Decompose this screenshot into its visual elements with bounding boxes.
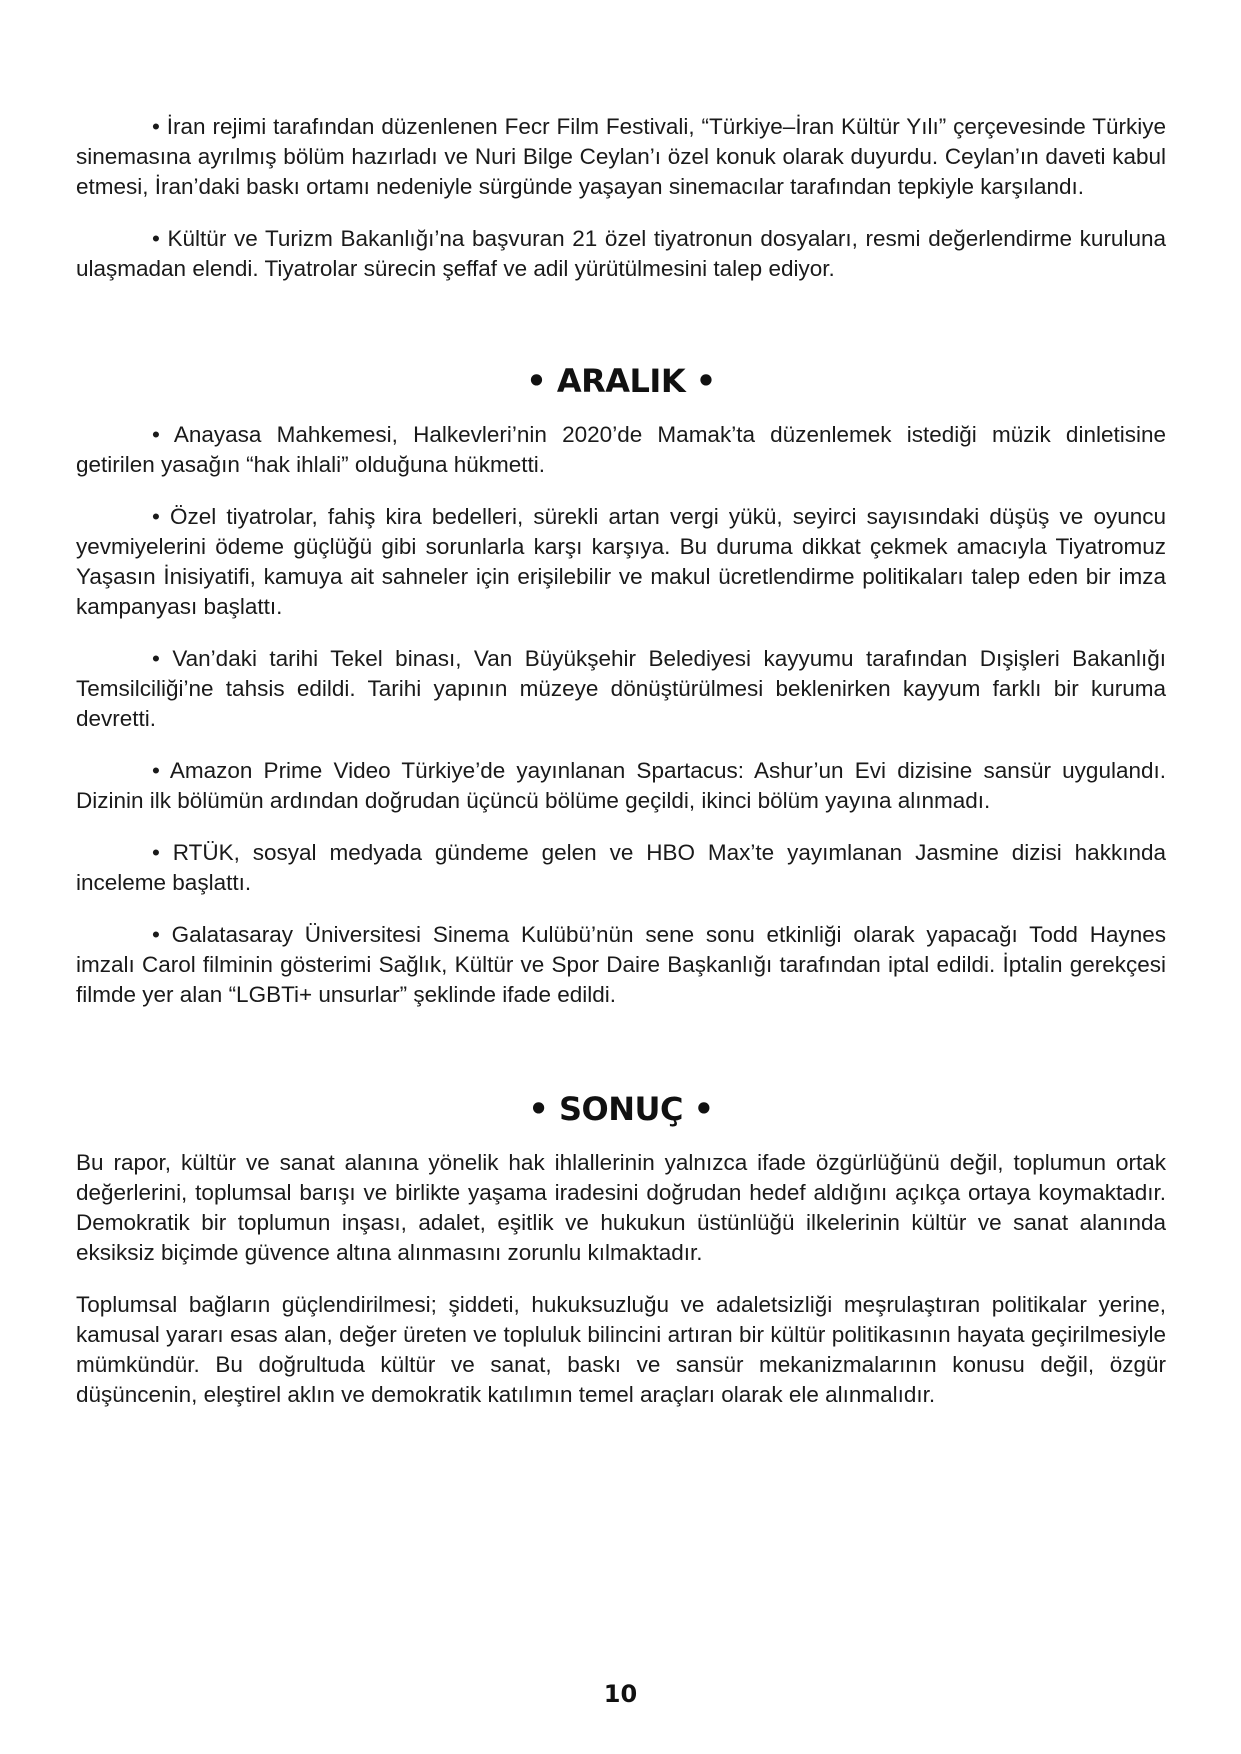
sonuc-paragraph-2: Toplumsal bağların güçlendirilmesi; şiddeti, hukuksuzluğu ve adaletsizliği meşrulaştıran politikalar yerine, kamusal yararı esas alan, değer üreten ve topluluk bilincini artıran bir kültür politikasının hayata geçirilmesiyle mümkündür. Bu doğrultuda kültür ve sanat, baskı ve sansür mekanizmalarının konusu değil, özgür düşüncenin, eleştirel aklın ve demokratik katılımın temel araçları olarak ele alınmalıdır.: [76, 1292, 1166, 1407]
aralik-paragraph-2: • Özel tiyatrolar, fahiş kira bedelleri, sürekli artan vergi yükü, seyirci sayısındaki düşüş ve oyuncu yevmiyelerini ödeme güçlüğü gibi sorunlarla karşı karşıya. Bu duruma dikkat çekmek amacıyla Tiyatromuz Yaşasın İnisiyatifi, kamuya ait sahneler için erişilebilir ve makul ücretlendirme politikaları talep eden bir imza kampanyası başlattı.: [76, 504, 1166, 619]
aralik-paragraph-6: • Galatasaray Üniversitesi Sinema Kulübü’nün sene sonu etkinliği olarak yapacağı Todd Haynes imzalı Carol filminin gösterimi Sağlık, Kültür ve Spor Daire Başkanlığı tarafından iptal edildi. İptalin gerekçesi filmde yer alan “LGBTi+ unsurlar” şeklinde ifade edildi.: [76, 922, 1166, 1007]
aralik-paragraph-5: • RTÜK, sosyal medyada gündeme gelen ve HBO Max’te yayımlanan Jasmine dizisi hakkında inceleme başlattı.: [76, 840, 1166, 895]
page-content: [76, 112, 1166, 1432]
sonuc-paragraph-1: Bu rapor, kültür ve sanat alanına yönelik hak ihlallerinin yalnızca ifade özgürlüğünü değil, toplumun ortak değerlerini, toplumsal barışı ve birlikte yaşama iradesini doğrudan hedef aldığını açıkça ortaya koymaktadır. Demokratik bir toplumun inşası, adalet, eşitlik ve hukukun üstünlüğü ilkelerinin kültür ve sanat alanında eksiksiz biçimde güvence altına alınmasını zorunlu kılmaktadır.: [76, 1150, 1166, 1265]
section-heading-aralik: • ARALIK •: [526, 362, 716, 400]
aralik-paragraph-1: • Anayasa Mahkemesi, Halkevleri’nin 2020’de Mamak’ta düzenlemek istediği müzik dinletisine getirilen yasağın “hak ihlali” olduğuna hükmetti.: [76, 422, 1166, 477]
intro-paragraph-2: • Kültür ve Turizm Bakanlığı’na başvuran 21 özel tiyatronun dosyaları, resmi değerlendirme kuruluna ulaşmadan elendi. Tiyatrolar sürecin şeffaf ve adil yürütülmesini talep ediyor.: [76, 226, 1166, 281]
page-number: 10: [603, 1680, 638, 1708]
aralik-paragraph-3: • Van’daki tarihi Tekel binası, Van Büyükşehir Belediyesi kayyumu tarafından Dışişleri Bakanlığı Temsilciliği’ne tahsis edildi. Tarihi yapının müzeye dönüştürülmesi beklenirken kayyum farklı bir kuruma devretti.: [76, 646, 1166, 731]
section-heading-sonuc: • SONUÇ •: [528, 1090, 714, 1128]
intro-paragraph-1: • İran rejimi tarafından düzenlenen Fecr Film Festivali, “Türkiye–İran Kültür Yılı” çerçevesinde Türkiye sinemasına ayrılmış bölüm hazırladı ve Nuri Bilge Ceylan’ı özel konuk olarak duyurdu. Ceylan’ın daveti kabul etmesi, İran’daki baskı ortamı nedeniyle sürgünde yaşayan sinemacılar tarafından tepkiyle karşılandı.: [76, 114, 1166, 199]
aralik-paragraph-4: • Amazon Prime Video Türkiye’de yayınlanan Spartacus: Ashur’un Evi dizisine sansür uygulandı. Dizinin ilk bölümün ardından doğrudan üçüncü bölüme geçildi, ikinci bölüm yayına alınmadı.: [76, 758, 1166, 813]
